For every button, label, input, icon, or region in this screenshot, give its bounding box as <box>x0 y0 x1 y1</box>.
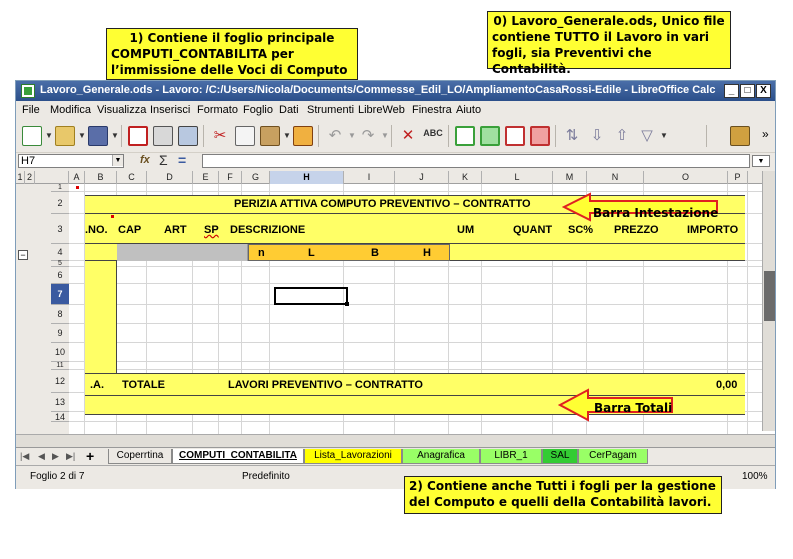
menu-strumenti[interactable]: Strumenti <box>307 104 355 116</box>
redo-icon[interactable]: ↷ <box>361 127 375 144</box>
label-sp: SP <box>204 224 219 236</box>
insert-rows-icon[interactable] <box>505 126 525 146</box>
title-bar[interactable] <box>16 81 775 101</box>
corner-select-all[interactable] <box>35 171 69 184</box>
row-header-4[interactable]: 4 <box>51 244 69 261</box>
orange-dimension-cells <box>248 244 450 261</box>
column-header-b[interactable]: B <box>85 171 117 184</box>
insert-columns-icon[interactable] <box>530 126 550 146</box>
grid-line <box>69 283 775 284</box>
column-header-e[interactable]: E <box>193 171 219 184</box>
sheet-tabs <box>16 447 775 465</box>
label-importo: IMPORTO <box>687 224 739 236</box>
callout-line: contiene TUTTO il Lavoro in vari <box>492 30 710 44</box>
label-prezzo: PREZZO <box>614 224 659 236</box>
fill-handle[interactable] <box>345 302 349 306</box>
tab-cerpagam[interactable]: CerPagam <box>578 449 648 464</box>
menu-bar <box>16 101 775 119</box>
first-sheet-icon[interactable]: |◀ <box>20 451 30 461</box>
export-pdf-icon[interactable] <box>128 126 148 146</box>
equals-icon[interactable]: = <box>178 152 187 168</box>
outline-collapse-icon[interactable]: − <box>18 250 28 260</box>
label-cap: CAP <box>118 224 142 236</box>
callout-other-sheets <box>404 476 722 514</box>
callout-line: fogli, sia Preventivi che Contabilità. <box>492 46 652 76</box>
column-header-o[interactable]: O <box>644 171 728 184</box>
tab-lista-lavorazioni[interactable]: Lista_Lavorazioni <box>304 449 402 464</box>
print-preview-icon[interactable] <box>178 126 198 146</box>
chevron-down-icon[interactable]: ▼ <box>752 155 770 167</box>
paste-icon[interactable] <box>260 126 280 146</box>
callout-single-file <box>487 11 731 76</box>
grid-line <box>69 361 775 362</box>
label-sc: SC% <box>568 224 594 236</box>
column-header-c[interactable]: C <box>117 171 147 184</box>
callout-line: del Computo e quelli della Contabilità lavori. <box>409 495 712 509</box>
dim-n: n <box>258 247 265 259</box>
minimize-button[interactable]: _ <box>724 84 739 98</box>
row-headers <box>16 184 69 447</box>
menu-modifica[interactable]: Modifica <box>50 104 91 116</box>
toolbar-separator <box>706 125 707 147</box>
toolbar-separator <box>448 125 449 147</box>
clone-formatting-icon[interactable] <box>293 126 313 146</box>
window-title: Lavoro_Generale.ods - Lavoro: /C:/Users/Nicola/Documents/Commesse_Edil_LO/AmpliamentoCasaRossi-Edile - LibreOffice Calc <box>40 84 716 96</box>
sort-icon[interactable]: ⇧ <box>615 127 629 144</box>
callout-line: 1) Contiene il foglio principale <box>129 31 335 45</box>
menu-inserisci[interactable]: Inserisci <box>150 104 191 116</box>
label-descrizione: DESCRIZIONE <box>230 224 306 236</box>
menu-visualizza[interactable]: Visualizza <box>97 104 147 116</box>
row-header-9[interactable]: 9 <box>51 324 69 343</box>
dim-h: H <box>423 247 431 259</box>
column-icon[interactable] <box>480 126 500 146</box>
tab-anagrafica[interactable]: Anagrafica <box>402 449 480 464</box>
autofilter-icon[interactable]: ▽ <box>641 127 653 144</box>
next-sheet-icon[interactable]: ▶ <box>52 451 59 461</box>
row-header-13[interactable]: 13 <box>51 393 69 412</box>
callout-line: l’immissione delle Voci di Computo <box>111 63 348 77</box>
toolbar-separator <box>318 125 319 147</box>
formula-bar <box>16 153 775 169</box>
chevron-down-icon[interactable]: ▼ <box>283 131 291 140</box>
tab-computi-contabilita[interactable]: COMPUTI_CONTABILITA <box>172 449 304 464</box>
column-header-f[interactable]: F <box>219 171 242 184</box>
label-no: .NO. <box>85 224 108 236</box>
menu-libreweb[interactable]: LibreWeb <box>358 104 405 116</box>
selected-cell-h7[interactable] <box>274 287 348 305</box>
sort-descending-icon[interactable]: ⇩ <box>590 127 604 144</box>
sort-ascending-icon[interactable]: ⇅ <box>565 127 579 144</box>
grid-line <box>69 369 775 370</box>
name-box[interactable]: H7 <box>18 154 124 168</box>
grid-line <box>69 304 775 305</box>
column-header-i[interactable]: I <box>344 171 395 184</box>
dim-l: L <box>308 247 315 259</box>
totals-description: LAVORI PREVENTIVO – CONTRATTO <box>228 379 423 391</box>
status-zoom[interactable]: 100% <box>742 471 768 482</box>
callout-main-sheet <box>106 28 358 80</box>
column-header-g[interactable]: G <box>242 171 270 184</box>
toolbar-overflow-icon[interactable]: » <box>762 127 769 141</box>
chevron-down-icon[interactable]: ▼ <box>45 131 53 140</box>
label-um: UM <box>457 224 475 236</box>
column-headers <box>16 171 775 184</box>
vertical-scrollbar[interactable] <box>762 171 775 431</box>
function-wizard-icon[interactable]: fx <box>140 154 150 166</box>
menu-foglio[interactable]: Foglio <box>243 104 273 116</box>
menu-dati[interactable]: Dati <box>279 104 299 116</box>
chevron-down-icon[interactable]: ▼ <box>112 155 123 166</box>
find-replace-icon[interactable]: ✕ <box>401 127 415 144</box>
dim-b: B <box>371 247 379 259</box>
spelling-icon[interactable]: ABC <box>423 128 443 138</box>
row-header-12[interactable]: 12 <box>51 370 69 393</box>
comment-marker <box>76 186 79 189</box>
copy-icon[interactable] <box>235 126 255 146</box>
menu-aiuto[interactable]: Aiuto <box>456 104 482 116</box>
toolbar-separator <box>391 125 392 147</box>
status-style: Predefinito <box>242 471 290 482</box>
column-header-p[interactable]: P <box>728 171 748 184</box>
grey-cells <box>117 244 248 261</box>
close-button[interactable]: X <box>756 84 771 98</box>
cut-icon[interactable]: ✂ <box>213 127 227 144</box>
open-folder-icon[interactable] <box>55 126 75 146</box>
chevron-down-icon[interactable]: ▼ <box>111 131 119 140</box>
toolbar-separator <box>555 125 556 147</box>
row-header-14[interactable]: 14 <box>51 412 69 422</box>
tab-copertina[interactable]: Coperrtina <box>108 449 172 464</box>
callout-line: 2) Contiene anche Tutti i fogli per la gestione <box>409 479 716 493</box>
label-quant: QUANT <box>513 224 553 236</box>
chevron-down-icon[interactable]: ▼ <box>348 131 356 140</box>
last-sheet-icon[interactable]: ▶| <box>66 451 76 461</box>
column-header-a[interactable]: A <box>69 171 85 184</box>
menu-file[interactable]: File <box>22 104 40 116</box>
sum-icon[interactable]: Σ <box>159 152 168 168</box>
row-header-5[interactable]: 5 <box>51 261 69 267</box>
row-header-10[interactable]: 10 <box>51 343 69 362</box>
menu-formato[interactable]: Formato <box>197 104 238 116</box>
grid-line <box>69 266 775 267</box>
column-header-h[interactable]: H <box>270 171 344 184</box>
row-header-7[interactable]: 7 <box>51 284 69 305</box>
column-header-k[interactable]: K <box>449 171 482 184</box>
chevron-down-icon[interactable]: ▼ <box>78 131 86 140</box>
column-header-d[interactable]: D <box>147 171 193 184</box>
calc-window <box>15 80 776 489</box>
menu-finestra[interactable]: Finestra <box>412 104 452 116</box>
totals-label: TOTALE <box>122 379 165 391</box>
comment-marker <box>111 215 114 218</box>
column-header-n[interactable]: N <box>587 171 644 184</box>
grid-line <box>747 184 748 447</box>
row-header-11[interactable]: 11 <box>51 362 69 370</box>
image-icon[interactable] <box>730 126 750 146</box>
row-header-2[interactable]: 2 <box>51 192 69 214</box>
undo-icon[interactable]: ↶ <box>328 127 342 144</box>
totals-value: 0,00 <box>716 379 738 391</box>
row-header-8[interactable]: 8 <box>51 305 69 324</box>
column-header-l[interactable]: L <box>482 171 553 184</box>
label-barra-intestazione: Barra Intestazione <box>593 206 719 220</box>
status-sheet: Foglio 2 di 7 <box>30 471 85 482</box>
new-document-icon[interactable] <box>22 126 42 146</box>
callout-line: 0) Lavoro_Generale.ods, Unico file <box>493 14 725 28</box>
row-header-3[interactable]: 3 <box>51 214 69 244</box>
maximize-button[interactable]: □ <box>740 84 755 98</box>
callout-line: COMPUTI_CONTABILITA per <box>111 47 294 61</box>
column-header-j[interactable]: J <box>395 171 449 184</box>
chevron-down-icon[interactable]: ▼ <box>660 131 668 140</box>
calc-app-icon <box>21 84 35 98</box>
left-yellow-strip <box>85 261 117 381</box>
row-icon[interactable] <box>455 126 475 146</box>
label-art: ART <box>164 224 187 236</box>
label-barra-totali: Barra Totali <box>594 401 673 415</box>
header-band-title: PERIZIA ATTIVA COMPUTO PREVENTIVO – CONTRATTO <box>234 198 531 210</box>
chevron-down-icon[interactable]: ▼ <box>381 131 389 140</box>
formula-input[interactable] <box>202 154 750 168</box>
outline-level-2[interactable]: 2 <box>25 171 35 184</box>
save-icon[interactable] <box>88 126 108 146</box>
row-header-1[interactable]: 1 <box>51 184 69 192</box>
row-header-6[interactable]: 6 <box>51 267 69 284</box>
scrollbar-thumb[interactable] <box>764 271 775 321</box>
column-header-m[interactable]: M <box>553 171 587 184</box>
print-icon[interactable] <box>153 126 173 146</box>
tab-sal[interactable]: SAL <box>542 449 578 464</box>
totals-code: .A. <box>90 379 105 391</box>
outline-level-1[interactable]: 1 <box>16 171 25 184</box>
prev-sheet-icon[interactable]: ◀ <box>38 451 45 461</box>
tab-libr-1[interactable]: LIBR_1 <box>480 449 542 464</box>
add-sheet-icon[interactable]: + <box>86 448 95 464</box>
grid-line <box>69 323 775 324</box>
grid-line <box>69 342 775 343</box>
horizontal-scrollbar[interactable] <box>16 434 775 447</box>
standard-toolbar <box>16 119 775 153</box>
toolbar-separator <box>203 125 204 147</box>
toolbar-separator <box>121 125 122 147</box>
